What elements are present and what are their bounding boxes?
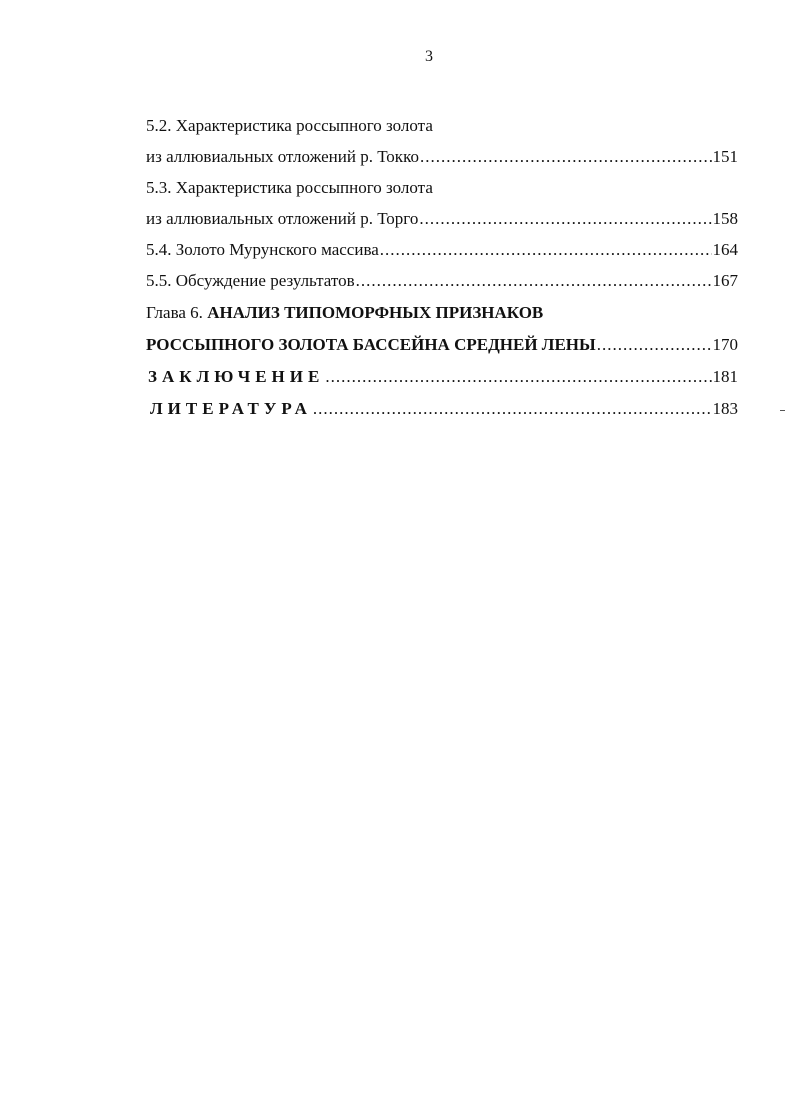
toc-entry-5-4-title: 5.4. Золото Мурунского массива — [146, 240, 379, 259]
toc-entry-5-3-title: 5.3. Характеристика россыпного золота — [146, 178, 433, 197]
toc-entry-5-5-title: 5.5. Обсуждение результатов — [146, 271, 355, 290]
toc-entry-5-3-page: 158 — [712, 209, 738, 228]
toc-entry-5-5-page: 167 — [712, 271, 738, 290]
toc-entry-5-4-page: 164 — [712, 240, 738, 259]
toc-literature[interactable] — [150, 397, 738, 421]
leader-dots — [597, 333, 712, 357]
toc-chapter-6-title: АНАЛИЗ ТИПОМОРФНЫХ ПРИЗНАКОВ — [207, 303, 544, 322]
leader-dots — [419, 207, 711, 231]
toc-entry-5-2-page: 151 — [712, 147, 738, 166]
toc-entry-5-4[interactable] — [146, 238, 738, 262]
scan-margin-mark — [780, 410, 785, 411]
leader-dots — [313, 397, 712, 421]
toc-entry-5-2-subtitle: из аллювиальных отложений р. Токко — [146, 147, 419, 166]
toc-literature-title: ЛИТЕРАТУРА — [150, 399, 312, 418]
toc-conclusion[interactable] — [148, 365, 738, 389]
toc-entry-5-3[interactable] — [146, 207, 738, 231]
toc-literature-page: 183 — [712, 399, 738, 418]
toc-entry-5-3-subtitle: из аллювиальных отложений р. Торго — [146, 209, 419, 228]
toc-chapter-6-prefix: Глава 6. — [146, 303, 203, 322]
toc-chapter-6-heading — [146, 301, 738, 325]
toc-chapter-6-page: 170 — [712, 335, 738, 354]
toc-entry-5-2-title: 5.2. Характеристика россыпного золота — [146, 116, 433, 135]
toc-conclusion-title: ЗАКЛЮЧЕНИЕ — [148, 367, 325, 386]
toc-entry-5-5[interactable] — [146, 269, 738, 293]
toc-conclusion-page: 181 — [712, 367, 738, 386]
toc-chapter-6[interactable] — [146, 333, 738, 357]
leader-dots — [356, 269, 712, 293]
toc-entry-5-2[interactable] — [146, 145, 738, 169]
toc-chapter-6-title-continued: РОССЫПНОГО ЗОЛОТА БАССЕЙНА СРЕДНЕЙ ЛЕНЫ — [146, 335, 596, 354]
leader-dots — [380, 238, 712, 262]
leader-dots — [420, 145, 712, 169]
leader-dots — [325, 365, 711, 389]
page-number: 3 — [425, 48, 433, 65]
